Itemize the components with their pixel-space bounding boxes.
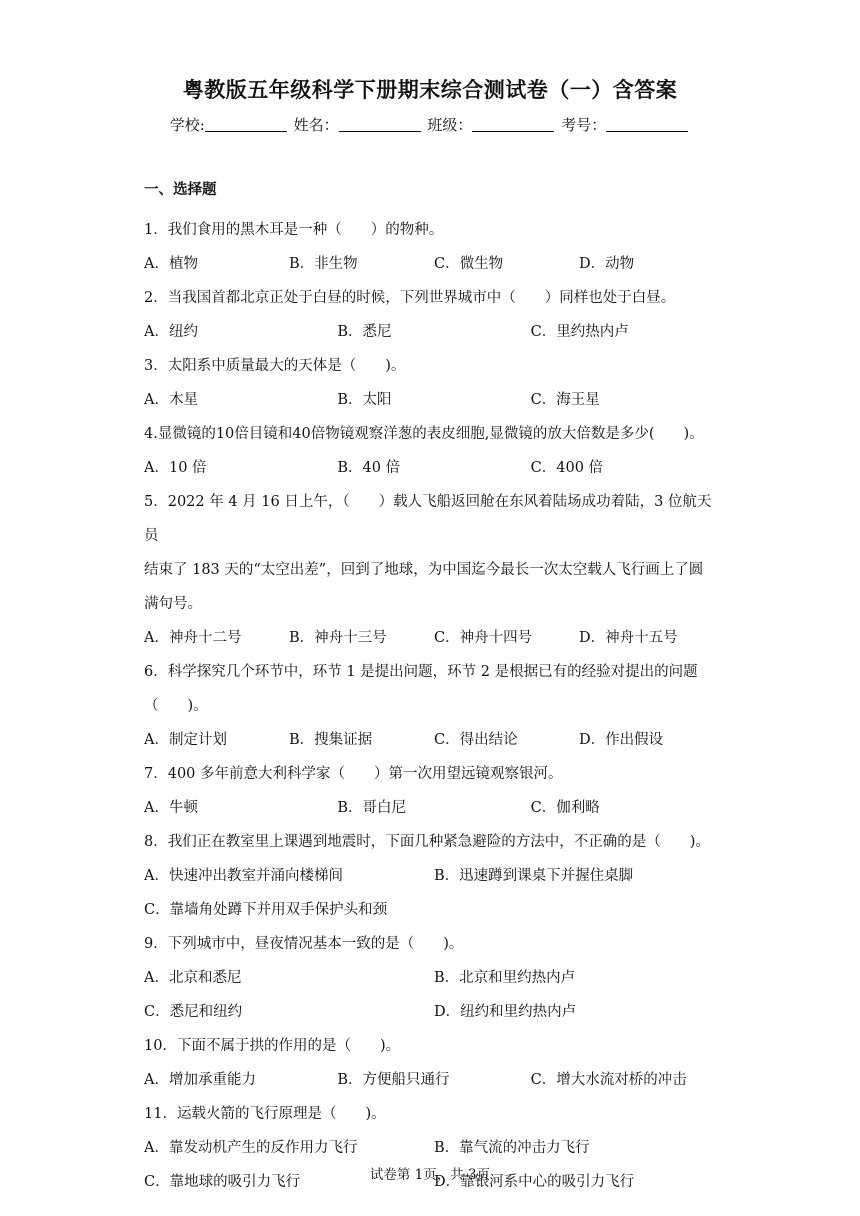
class-blank[interactable] [472, 117, 554, 132]
question-7 [144, 757, 724, 825]
section-title: 一、选择题 [144, 182, 217, 198]
option-d[interactable]: D．纽约和里约热内卢 [434, 1004, 577, 1020]
option-row [144, 1063, 724, 1097]
option-c[interactable]: C．靠地球的吸引力飞行 [144, 1174, 301, 1190]
option-a[interactable]: A．靠发动机产生的反作用力飞行 [144, 1140, 358, 1156]
option-row [144, 315, 724, 349]
option-b[interactable]: B．迅速蹲到课桌下并握住桌脚 [434, 868, 634, 884]
option-a[interactable]: A．北京和悉尼 [144, 970, 242, 986]
name-label: 姓名： [293, 116, 339, 134]
option-b[interactable]: B．搜集证据 [289, 732, 373, 748]
option-c[interactable]: C．微生物 [434, 256, 504, 272]
option-a[interactable]: A．增加承重能力 [144, 1072, 256, 1088]
question-stem-line: 5．2022 年 4 月 16 日上午，（ ）载人飞船返回舱在东风着陆场成功着陆，3 位航天员 [144, 494, 712, 544]
option-b[interactable]: B．40 倍 [337, 460, 401, 476]
question-stem: 11．运载火箭的飞行原理是（ )。 [144, 1106, 386, 1122]
question-stem-line: 6．科学探究几个环节中，环节 1 是提出问题，环节 2 是根据已有的经验对提出的问题 [144, 664, 698, 680]
option-row [144, 893, 724, 927]
exam-number-label: 考号： [561, 116, 607, 134]
option-row [144, 247, 724, 281]
name-blank[interactable] [339, 117, 421, 132]
question-10 [144, 1029, 724, 1097]
question-stem: 7．400 多年前意大利科学家（ ）第一次用望远镜观察银河。 [144, 766, 563, 782]
option-a[interactable]: A．快速冲出教室并涌向楼梯间 [144, 868, 343, 884]
option-b[interactable]: B．靠气流的冲击力飞行 [434, 1140, 590, 1156]
option-a[interactable]: A．10 倍 [144, 460, 207, 476]
option-row [144, 621, 724, 655]
question-stem: 8．我们正在教室里上课遇到地震时，下面几种紧急避险的方法中，不正确的是（ )。 [144, 834, 710, 850]
option-row [144, 961, 724, 995]
option-row [144, 859, 724, 893]
option-b[interactable]: B．哥白尼 [337, 800, 406, 816]
question-stem-line: 结束了 183 天的“太空出差”，回到了地球，为中国迄今最长一次太空载人飞行画上了圆 [144, 562, 704, 578]
option-d[interactable]: D．神舟十五号 [579, 630, 678, 646]
question-5 [144, 485, 724, 655]
option-b[interactable]: B．悉尼 [337, 324, 392, 340]
question-area [144, 178, 724, 1199]
option-a[interactable]: A．神舟十二号 [144, 630, 242, 646]
option-c[interactable]: C．悉尼和纽约 [144, 1004, 243, 1020]
option-c[interactable]: C．得出结论 [434, 732, 518, 748]
option-c[interactable]: C．里约热内卢 [530, 324, 629, 340]
question-8 [144, 825, 724, 927]
option-row [144, 995, 724, 1029]
page-footer: 试卷第 1页，共 3页 [369, 1167, 491, 1183]
question-stem: 9．下列城市中，昼夜情况基本一致的是（ )。 [144, 936, 464, 952]
question-stem-line: 满句号。 [144, 596, 202, 612]
option-c[interactable]: C．海王星 [530, 392, 600, 408]
question-stem: 1．我们食用的黑木耳是一种（ ）的物种。 [144, 222, 444, 238]
option-a[interactable]: A．制定计划 [144, 732, 227, 748]
option-b[interactable]: B．太阳 [337, 392, 392, 408]
option-c[interactable]: C．伽利略 [530, 800, 600, 816]
option-b[interactable]: B．非生物 [289, 256, 358, 272]
option-d[interactable]: D．作出假设 [579, 732, 664, 748]
question-11 [144, 1097, 724, 1199]
option-c[interactable]: C．增大水流对桥的冲击 [530, 1072, 687, 1088]
option-d[interactable]: D．靠银河系中心的吸引力飞行 [434, 1174, 635, 1190]
student-info-line [0, 114, 860, 135]
option-row [144, 723, 724, 757]
question-stem: 10．下面不属于拱的作用的是（ )。 [144, 1038, 401, 1054]
question-6 [144, 655, 724, 757]
question-stem: 2．当我国首都北京正处于白昼的时候，下列世界城市中（ ）同样也处于白昼。 [144, 290, 676, 306]
question-stem-line: （ )。 [144, 698, 208, 714]
question-4 [144, 417, 724, 485]
option-a[interactable]: A．植物 [144, 256, 198, 272]
option-d[interactable]: D．动物 [579, 256, 635, 272]
option-a[interactable]: A．纽约 [144, 324, 198, 340]
exam-number-blank[interactable] [606, 117, 688, 132]
exam-title: 粤教版五年级科学下册期末综合测试卷（一）含答案 [182, 78, 678, 102]
option-a[interactable]: A．牛顿 [144, 800, 198, 816]
question-stem: 4.显微镜的10倍目镜和40倍物镜观察洋葱的表皮细胞,显微镜的放大倍数是多少( )。 [144, 426, 704, 442]
question-3 [144, 349, 724, 417]
question-stem: 3．太阳系中质量最大的天体是（ )。 [144, 358, 406, 374]
option-c[interactable]: C．神舟十四号 [434, 630, 533, 646]
option-b[interactable]: B．方便船只通行 [337, 1072, 450, 1088]
question-1 [144, 213, 724, 281]
option-row [144, 383, 724, 417]
school-blank[interactable] [205, 117, 287, 132]
option-b[interactable]: B．神舟十三号 [289, 630, 387, 646]
option-row [144, 1131, 724, 1165]
school-label: 学校: [169, 116, 205, 134]
option-row [144, 451, 724, 485]
option-c[interactable]: C．靠墙角处蹲下并用双手保护头和颈 [144, 902, 388, 918]
option-b[interactable]: B．北京和里约热内卢 [434, 970, 576, 986]
option-a[interactable]: A．木星 [144, 392, 198, 408]
question-9 [144, 927, 724, 1029]
option-row [144, 791, 724, 825]
question-2 [144, 281, 724, 349]
class-label: 班级： [427, 116, 473, 134]
option-c[interactable]: C．400 倍 [530, 460, 604, 476]
